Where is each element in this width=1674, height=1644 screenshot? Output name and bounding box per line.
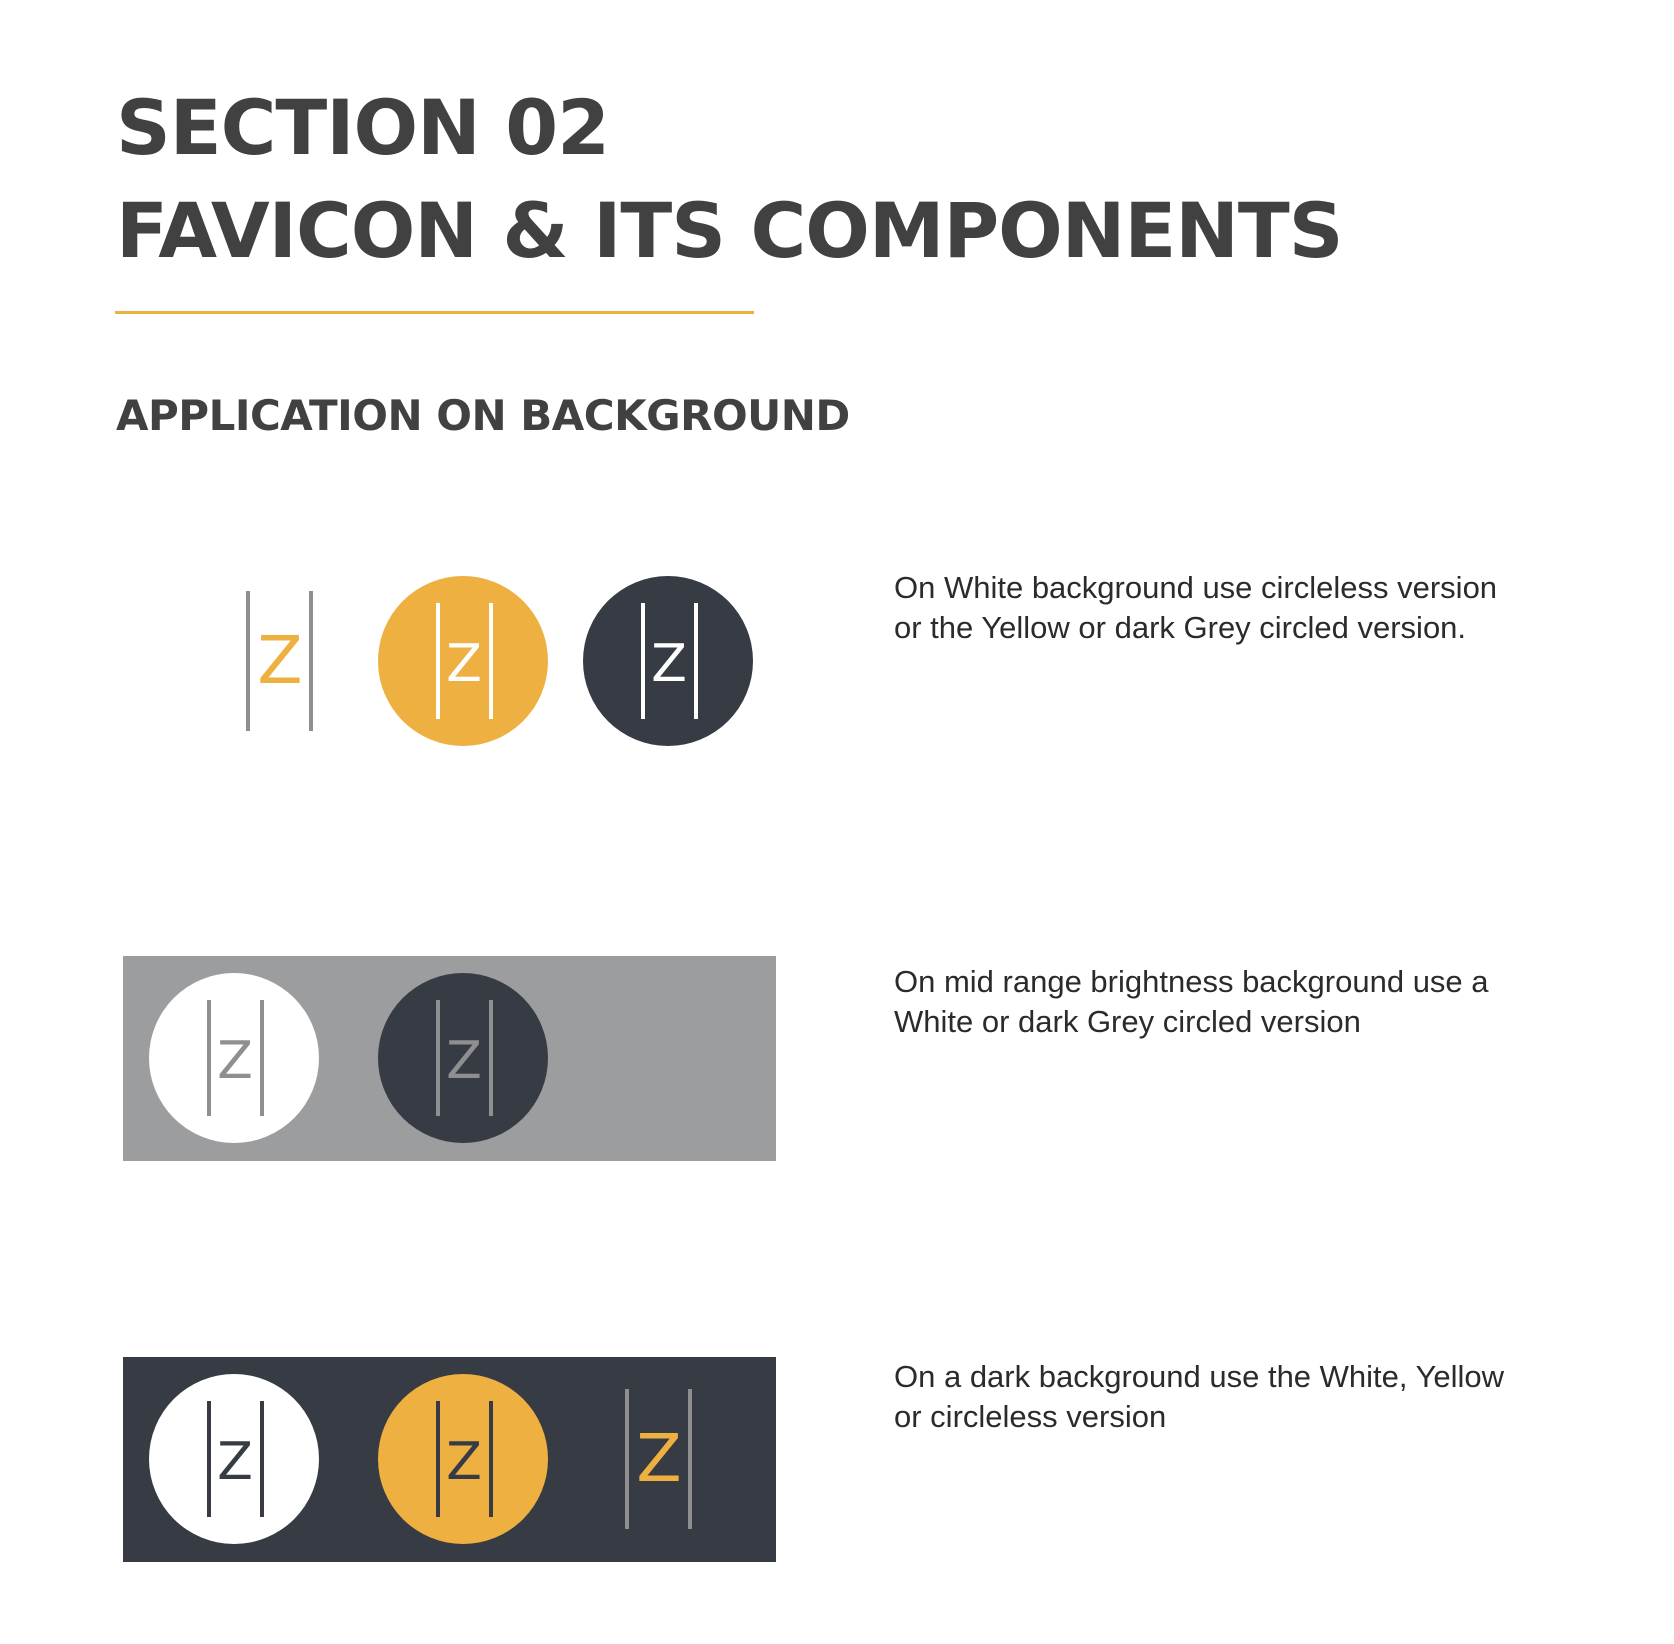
favicon-circleless	[573, 1374, 743, 1544]
svg-text:Z: Z	[636, 1420, 682, 1497]
svg-text:Z: Z	[217, 1432, 253, 1492]
mid-background-description: On mid range brightness background use a White or dark Grey circled version	[894, 964, 1489, 1039]
title-line-1: SECTION 02	[116, 83, 609, 172]
favicon-yellow-circle	[378, 576, 548, 746]
svg-text:Z: Z	[446, 634, 482, 694]
svg-text:Z: Z	[217, 1031, 253, 1091]
favicon-circleless	[189, 576, 359, 746]
favicon-yellow-circle	[378, 1374, 548, 1544]
favicon-dark-circle	[378, 973, 548, 1143]
favicon-white-circle	[149, 973, 319, 1143]
title-line-2: FAVICON & ITS COMPONENTS	[116, 186, 1343, 275]
dark-background-panel	[123, 1357, 776, 1562]
page-title	[116, 76, 1342, 282]
white-background-description: On White background use circleless version or the Yellow or dark Grey circled version.	[894, 570, 1498, 645]
white-background-row	[123, 559, 776, 764]
accent-divider	[115, 311, 754, 314]
svg-text:Z: Z	[651, 634, 687, 694]
mid-grey-background-panel	[123, 956, 776, 1161]
favicon-dark-circle	[583, 576, 753, 746]
svg-text:Z: Z	[446, 1432, 482, 1492]
dark-background-description: On a dark background use the White, Yellow or circleless version	[894, 1359, 1505, 1434]
svg-text:Z: Z	[446, 1031, 482, 1091]
favicon-white-circle	[149, 1374, 319, 1544]
svg-text:Z: Z	[257, 622, 303, 699]
section-subtitle: APPLICATION ON BACKGROUND	[116, 391, 850, 440]
